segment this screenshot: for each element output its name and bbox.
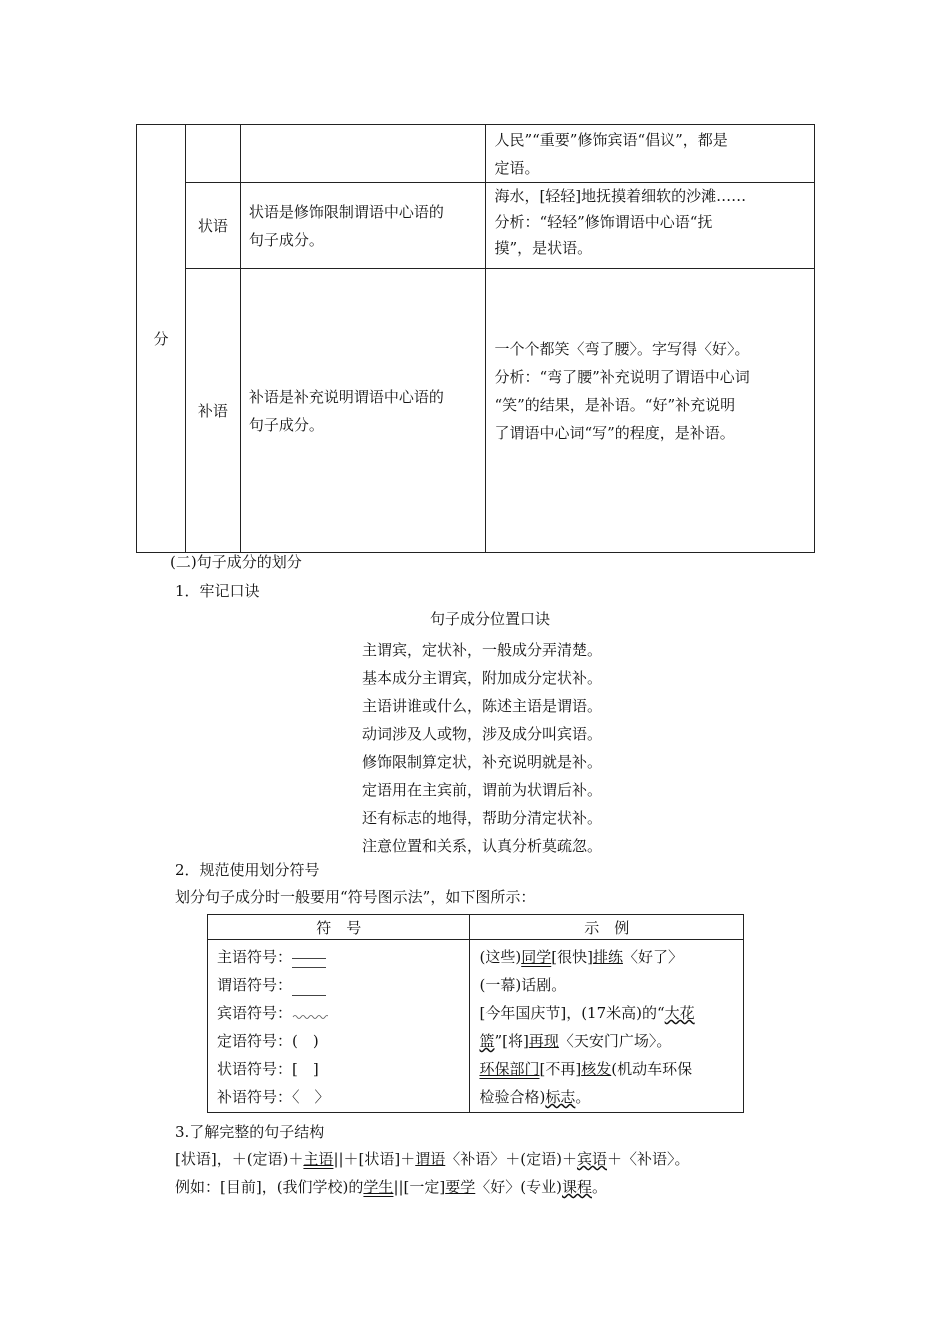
example-line: 分析：“轻轻”修饰谓语中心语“抚 [494,213,713,231]
example-line: 分析：“弯了腰”补充说明了谓语中心词 [494,367,750,386]
example-cell [470,940,744,1113]
example-line: “笑”的结果，是补语。“好”补充说明 [494,395,736,414]
poem-line: 注意位置和关系，认真分析莫疏忽。 [362,837,603,855]
definition-line: 句子成分。 [248,230,324,249]
subject-symbol-row [217,943,460,971]
item1-heading: 1．牢记口诀 [175,582,260,600]
adverbial-symbol-row: 状语符号：[ ] [217,1060,319,1078]
term-cell-buyu [185,269,240,553]
header-example-label: 示 例 [584,918,630,937]
poem-line: 动词涉及人或物，涉及成分叫宾语。 [362,725,603,743]
item2-intro: 划分句子成分时一般要用“符号图示法”，如下图所示： [175,888,536,906]
example-line: 篮”[将]再现〈天安门广场〉。 [479,1032,672,1050]
term-label: 状语 [197,217,228,235]
header-symbol-label: 符 号 [316,918,362,937]
definition-cell-zhuangyu [240,183,486,269]
term-label: 补语 [197,402,228,420]
term-cell-zhuangyu [185,183,240,269]
category-cell [137,125,186,553]
attributive-symbol-row: 定语符号：( ) [217,1032,319,1050]
symbol-examples [471,941,742,1111]
poem-line: 还有标志的地得，帮助分清定状补。 [362,809,603,827]
example-line: [今年国庆节]，(17米高)的“大花 [479,1004,695,1022]
example-cell-buyu [486,269,815,553]
double-underline-icon [292,958,326,968]
structure-formula: [状语]，＋(定语)＋主语||＋[状语]＋谓语〈补语〉＋(定语)＋宾语＋〈补语〉。 [175,1150,690,1168]
example-cell-dingyu [486,125,815,183]
definition-line: 补语是补充说明谓语中心语的 [248,387,444,406]
example-line: 检验合格)标志。 [479,1088,591,1106]
poem-line: 定语用在主宾前，谓前为状谓后补。 [362,781,603,799]
term-cell-empty [185,125,240,183]
example-cell-zhuangyu [486,183,815,269]
header-symbol [208,915,470,940]
example-line: (这些)同学[很快]排练〈好了〉 [479,948,683,966]
component-table [136,124,815,553]
definition-line: 句子成分。 [248,415,324,434]
example-line: 环保部门[不再]核发(机动车环保 [479,1060,693,1078]
structure-example: 例如：[目前]，(我们学校)的学生||[一定]要学〈好〉(专业)课程。 [175,1178,608,1196]
example-line: 海水，[轻轻]地抚摸着细软的沙滩…… [494,187,747,205]
poem-line: 修饰限制算定状，补充说明就是补。 [362,753,603,771]
poem-line: 主谓宾，定状补，一般成分弄清楚。 [362,641,603,659]
section-heading: (二)句子成分的划分 [170,553,302,571]
definition-cell-buyu [240,269,486,553]
symbol-list-cell [208,940,470,1113]
example-line: 人民”“重要”修饰宾语“倡议”，都是 [494,130,728,149]
poem-line: 基本成分主谓宾，附加成分定状补。 [362,669,603,687]
subject-symbol-label: 主语符号： [217,948,293,966]
example-line: (一幕)话剧。 [479,976,567,994]
category-label: 分 [153,330,169,348]
header-example [470,915,744,940]
definition-cell-empty [240,125,486,183]
object-symbol-row [217,999,460,1027]
predicate-symbol-row [217,971,460,999]
single-underline-icon [292,985,326,996]
poem [362,636,602,860]
example-line: 了谓语中心词“写”的程度，是补语。 [494,423,735,442]
item3-heading: 3.了解完整的句子结构 [175,1123,325,1141]
wavy-underline-icon [292,1007,328,1021]
item2-heading: 2．规范使用划分符号 [175,861,320,879]
definition-line: 状语是修饰限制谓语中心语的 [248,202,444,221]
poem-title: 句子成分位置口诀 [430,610,551,628]
poem-line: 主语讲谁或什么，陈述主语是谓语。 [362,697,603,715]
predicate-symbol-label: 谓语符号： [217,976,293,994]
example-line: 一个个都笑〈弯了腰〉。字写得〈好〉。 [494,339,750,358]
complement-symbol-row: 补语符号：〈 〉 [217,1088,330,1106]
example-line: 定语。 [494,158,540,177]
example-line: 摸”，是状语。 [494,239,593,257]
object-symbol-label: 宾语符号： [217,1004,293,1022]
symbol-table [207,914,744,1113]
